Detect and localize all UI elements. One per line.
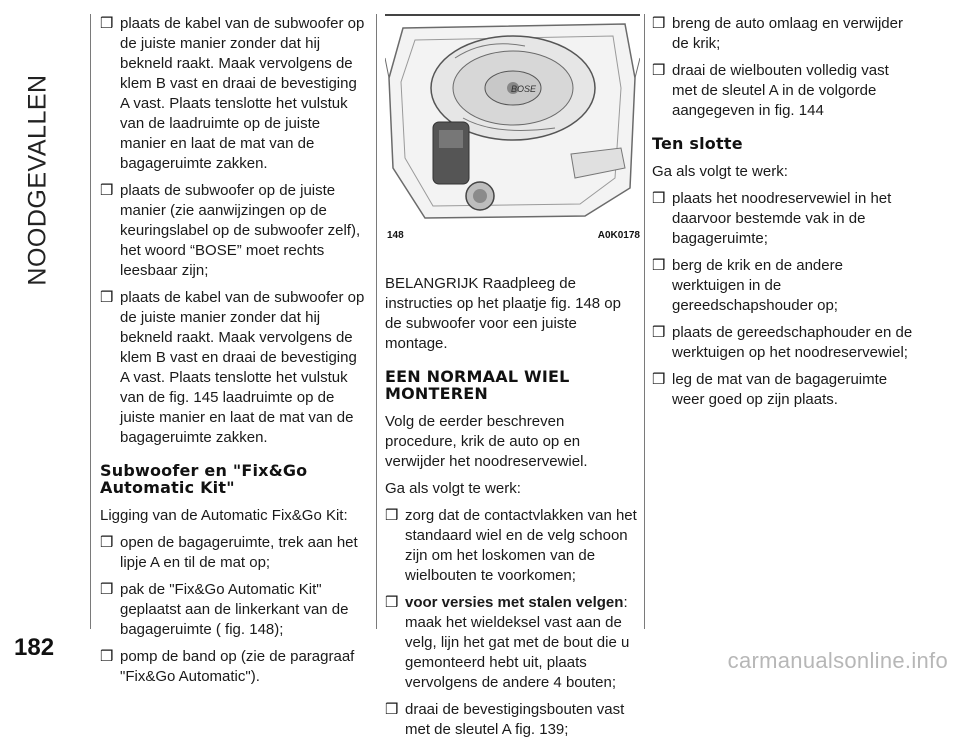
paragraph-important: BELANGRIJK Raadpleeg de instructies op het plaatje fig. 148 op de subwoofer voor een juiste montage. [385,275,621,352]
section-side-title [18,20,58,340]
list-item: ❒ berg de krik en de andere werktuigen in de gereedschapshouder op; [652,257,843,314]
checkbox-bullet-icon: ❒ [652,15,666,32]
list-item: ❒ plaats het noodreservewiel in het daarvoor bestemde vak in de bagageruimte; [652,190,892,247]
list-item: ❒ draai de wielbouten volledig vast met de sleutel A in de volgorde aangegeven in fig. 144 [652,62,889,119]
bose-logo-text: BOSE [511,84,537,94]
paragraph-intro: Ligging van de Automatic Fix&Go Kit: [100,507,348,524]
checkbox-bullet-icon: ❒ [652,371,666,388]
column-rule-right [644,14,645,629]
list-item: ❒ zorg dat de contactvlakken van het standaard wiel en de velg schoon zijn om het loskomen van de wielbouten te voorkomen; [385,507,637,584]
paragraph-intro: Ga als volgt te werk: [385,480,521,497]
list-item: ❒ draai de bevestigingsbouten vast met de sleutel A fig. 139; [385,701,625,738]
list-item: ❒ breng de auto omlaag en verwijder de krik; [652,15,903,52]
list-item: ❒ voor versies met stalen velgen: maak het wieldeksel vast aan de velg, lijn het gat met de bout die u gemonteerd hebt uit, plaats vervolgens de andere 4 bouten; [385,594,630,691]
list-item: ❒ pomp de band op (zie de paragraaf "Fix&Go Automatic"). [100,648,355,685]
paragraph-procedure: Volg de eerder beschreven procedure, krik de auto op en verwijder het noodreservewiel. [385,413,588,470]
column-rule-middle [376,14,377,629]
list-item: ❒ plaats de kabel van de subwoofer op de juiste manier zonder dat hij bekneld raakt. Maak vervolgens de klem B vast en draai de bevestiging A vast. Plaats tenslotte het vulstuk van de fig. 145 laadruimte op de juiste manier en laat de mat van de bagageruimte zakken. [100,289,365,446]
page-number: 182 [14,634,55,661]
section-heading-finally: Ten slotte [652,134,743,153]
section-heading-normal-wheel: EEN NORMAAL WIEL MONTEREN [385,367,570,403]
checkbox-bullet-icon: ❒ [385,594,399,611]
checkbox-bullet-icon: ❒ [385,701,399,718]
list-item: ❒ plaats de gereedschaphouder en de werktuigen op het noodreservewiel; [652,324,913,361]
list-item: ❒ plaats de subwoofer op de juiste manier (zie aanwijzingen op de keuringslabel op de subwoofer zelf), het woord “BOSE” moet rechts leesbaar zijn; [100,182,361,279]
column-rule-left [90,14,91,629]
checkbox-bullet-icon: ❒ [100,15,114,32]
checkbox-bullet-icon: ❒ [385,507,399,524]
figure-148 [385,14,640,268]
paragraph-intro: Ga als volgt te werk: [652,163,788,180]
list-item: ❒ leg de mat van de bagageruimte weer goed op zijn plaats. [652,371,888,408]
figure-caption [385,226,640,242]
watermark: carmanualsonline.info [727,648,948,673]
checkbox-bullet-icon: ❒ [100,534,114,551]
checkbox-bullet-icon: ❒ [100,289,114,306]
list-item: ❒ pak de "Fix&Go Automatic Kit" geplaatst aan de linkerkant van de bagageruimte ( fig. 148); [100,581,349,638]
bold-label: voor versies met stalen velgen [405,594,624,611]
section-title-text: NOODGEVALLEN [23,74,52,286]
checkbox-bullet-icon: ❒ [100,182,114,199]
list-item: ❒ open de bagageruimte, trek aan het lipje A en til de mat op; [100,534,358,571]
figure-code: A0K0178 [597,230,640,241]
figure-number: 148 [387,230,404,241]
column-1 [100,14,368,694]
checkbox-bullet-icon: ❒ [652,190,666,207]
checkbox-bullet-icon: ❒ [652,324,666,341]
checkbox-bullet-icon: ❒ [652,62,666,79]
section-heading-subwoofer: Subwoofer en "Fix&Go Automatic Kit" [100,461,308,497]
trunk-illustration [385,18,640,223]
column-2 [385,14,640,747]
checkbox-bullet-icon: ❒ [100,581,114,598]
checkbox-bullet-icon: ❒ [100,648,114,665]
column-3 [652,14,914,417]
checkbox-bullet-icon: ❒ [652,257,666,274]
list-item: ❒ plaats de kabel van de subwoofer op de juiste manier zonder dat hij bekneld raakt. Maak vervolgens de klem B vast en draai de bevestiging A vast. Plaats tenslotte het vulstuk van de laadruimte op de juiste manier en laat de mat van de bagageruimte zakken. [100,15,365,172]
